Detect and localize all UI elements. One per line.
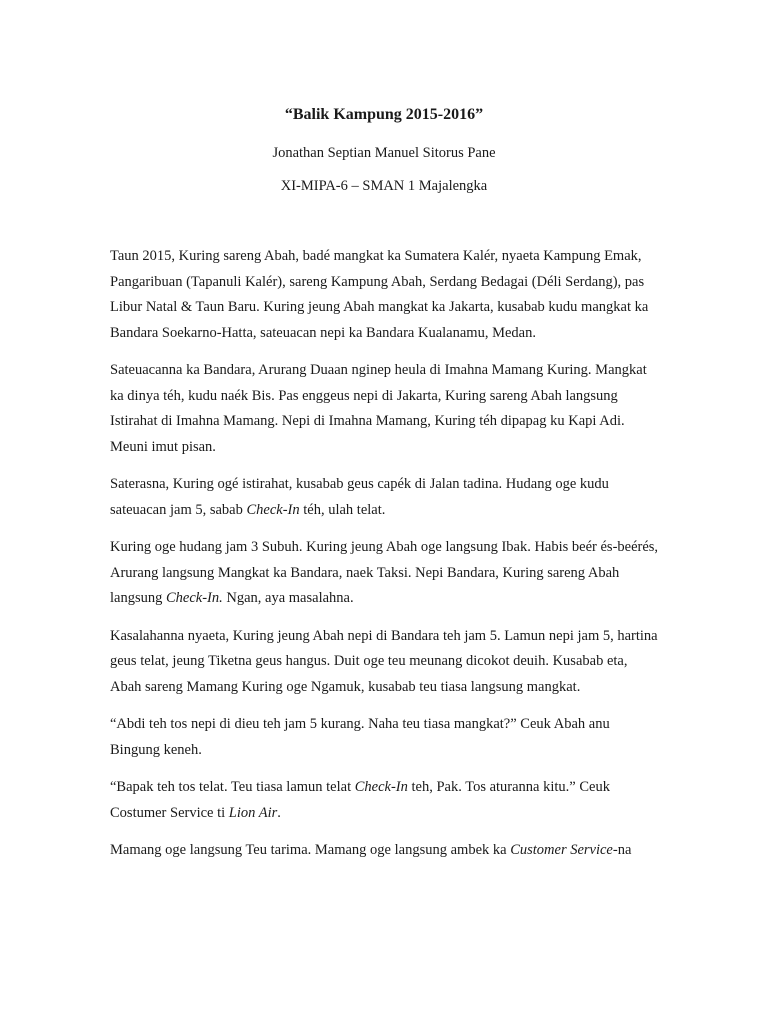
paragraph [110, 472, 660, 523]
italic-text: Customer Service [510, 842, 613, 858]
text-segment: Ngan, aya masalahna. [222, 590, 354, 606]
italic-text: Check-In [246, 501, 300, 518]
story-body [110, 244, 660, 876]
text-segment: Kuring oge hudang jam 3 Subuh. Kuring jeung Abah oge langsung Ibak. Habis beér és-beérés, Arurang langsung Mangkat ka Bandara, naek Taksi. Nepi Bandara, Kuring sareng Abah langsung [110, 539, 659, 606]
text-segment: Taun 2015, Kuring sareng Abah, badé mangkat ka Sumatera Kalér, nyaeta Kampung Emak, Pangaribuan (Tapanuli Kalér), sareng Kampung Abah, Serdang Bedagai (Déli Serdang), pas Libur Natal & Taun Baru. Kuring jeung Abah mangkat ka Jakarta, kusabab kudu mangkat ka Bandara Soekarno-Hatta, sateuacan nepi ka Bandara Kualanamu, Medan. [110, 248, 649, 341]
school-info: XI-MIPA-6 – SMAN 1 Majalengka [280, 178, 488, 194]
paragraph [110, 624, 660, 701]
text-segment: Kasalahanna nyaeta, Kuring jeung Abah nepi di Bandara teh jam 5. Lamun nepi jam 5, hartina geus telat, jeung Tiketna geus hangus. Duit oge teu meunang dicokot deuih. Kusabab eta, Abah sareng Mamang Kuring oge Ngamuk, kusabab teu tiasa langsung mangkat. [110, 627, 658, 695]
text-segment: Mamang oge langsung Teu tarima. Mamang oge langsung ambek ka [110, 842, 511, 858]
paragraph [110, 712, 660, 763]
text-segment: téh, ulah telat. [299, 501, 386, 518]
author-name: Jonathan Septian Manuel Sitorus Pane [272, 145, 496, 161]
text-segment: “Bapak teh tos telat. Teu tiasa lamun telat [110, 779, 355, 795]
text-segment: “Abdi teh tos nepi di dieu teh jam 5 kurang. Naha teu tiasa mangkat?” Ceuk Abah anu Bingung keneh. [110, 716, 610, 758]
paragraph [110, 775, 660, 826]
italic-text: Check-In. [165, 590, 223, 606]
paragraph [110, 535, 660, 612]
text-segment: . [277, 804, 281, 821]
text-segment: -na [612, 842, 632, 858]
text-segment: Sateuacanna ka Bandara, Arurang Duaan nginep heula di Imahna Mamang Kuring. Mangkat ka dinya téh, kudu naék Bis. Pas enggeus nepi di Jakarta, Kuring sareng Abah langsung Istirahat di Imahna Mamang. Nepi di Imahna Mamang, Kuring téh dipapag ku Kapi Adi. Meuni imut pisan. [110, 362, 647, 455]
text-segment: Saterasna, Kuring ogé istirahat, kusabab geus capék di Jalan tadina. Hudang oge kudu sateuacan jam 5, sabab [110, 476, 609, 518]
document-title: “Balik Kampung 2015-2016” [284, 106, 484, 123]
paragraph [110, 838, 660, 864]
text-segment: teh, Pak. Tos aturanna kitu.” Ceuk Costumer Service ti [110, 779, 610, 821]
paragraph [110, 358, 660, 460]
paragraph [110, 244, 660, 346]
italic-text: Check-In [354, 779, 408, 795]
italic-text: Lion Air [228, 804, 278, 821]
